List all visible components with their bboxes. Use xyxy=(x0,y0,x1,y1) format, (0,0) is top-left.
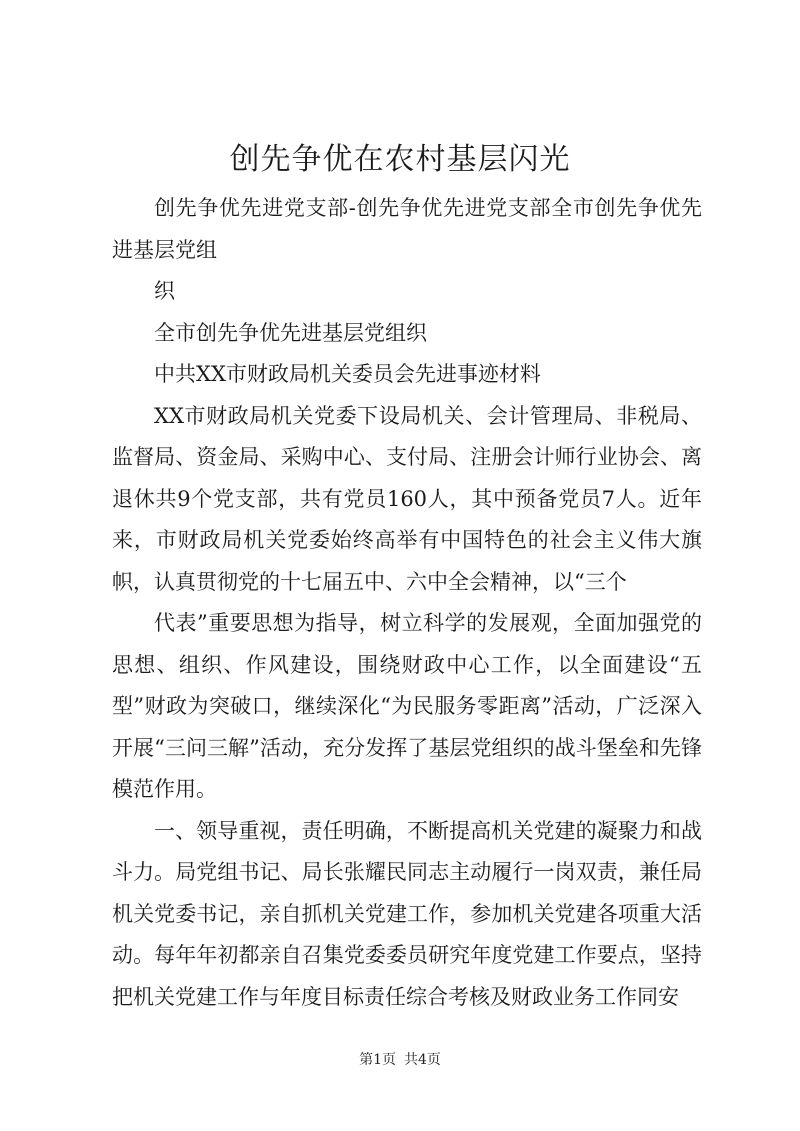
paragraph: 一、领导重视，责任明确，不断提高机关党建的凝聚力和战斗力。局党组书记、局长张耀民同志主动履行一岗双责，兼任局机关党委书记，亲自抓机关党建工作，参加机关党建各项重大活动。每年年初都亲自召集党委委员研究年度党建工作要点，坚持把机关党建工作与年度目标责任综合考核及财政业务工作同安 xyxy=(112,818,702,1009)
paragraph: 创先争优先进党支部-创先争优先进党支部全市创先争优先进基层党组 xyxy=(112,196,702,262)
page-number: 第1页 xyxy=(359,1052,396,1068)
paragraph: 全市创先争优先进基层党组织 xyxy=(154,320,427,345)
paragraph: 织 xyxy=(154,279,175,303)
paragraph: 代表”重要思想为指导，树立科学的发展观，全面加强党的思想、组织、作风建设，围绕财政中心工作，以全面建设“五型”财政为突破口，继续深化“为民服务零距离”活动，广泛深入开展“三问三解”活动，充分发挥了基层党组织的战斗堡垒和先锋模范作用。 xyxy=(112,611,702,801)
paragraph: 中共XX市财政局机关委员会先进事迹材料 xyxy=(154,362,541,386)
document-body xyxy=(112,188,702,1018)
document-title: 创先争优在农村基层闪光 xyxy=(229,142,571,177)
paragraph: XX市财政局机关党委下设局机关、会计管理局、非税局、监督局、资金局、采购中心、支付局、注册会计师行业协会、离退休共9个党支部，共有党员160人，其中预备党员7人。近年来，市财政局机关党委始终高举有中国特色的社会主义伟大旗帜，认真贯彻党的十七届五中、六中全会精神，以“三个 xyxy=(112,403,702,594)
page-total: 共4页 xyxy=(404,1052,441,1068)
page-footer xyxy=(0,1050,800,1070)
